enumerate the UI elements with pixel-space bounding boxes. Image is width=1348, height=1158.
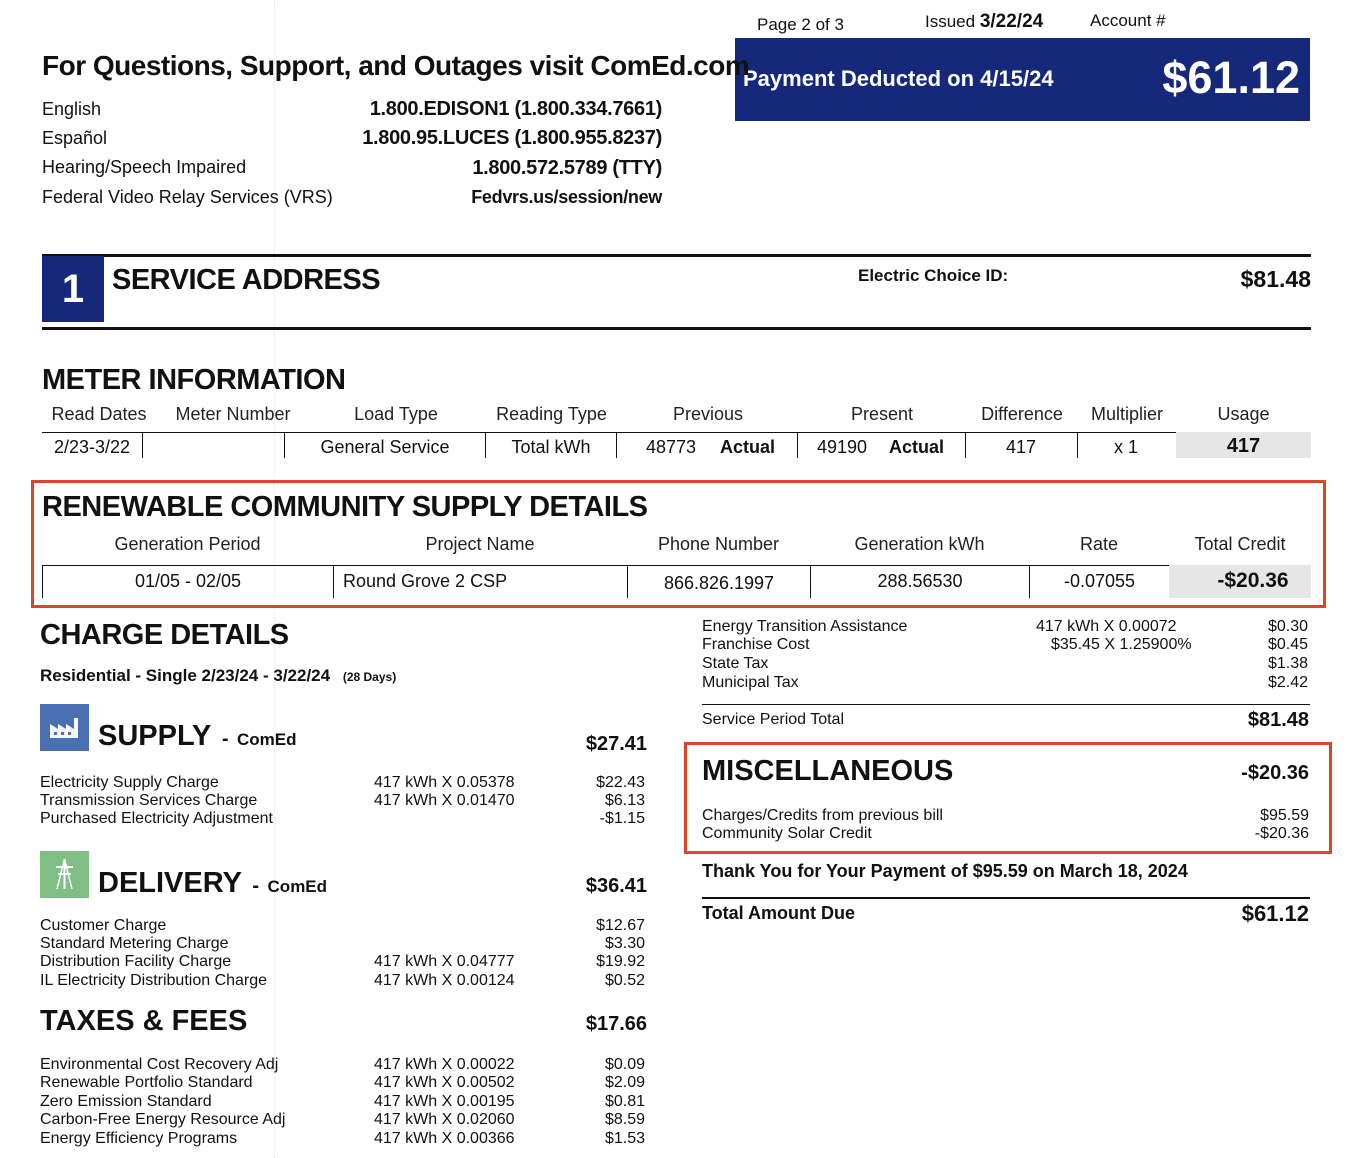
meter-header-difference: Difference [981, 404, 1063, 424]
service-period-total: $81.48 [1247, 709, 1309, 731]
delivery-dash: - [252, 875, 260, 897]
total-due-rule [702, 897, 1310, 899]
tax-item-amount: $0.81 [604, 1093, 645, 1110]
meter-header-usage: Usage [1217, 404, 1270, 424]
delivery-provider: ComEd [267, 877, 328, 896]
tax-item-name: Zero Emission Standard [40, 1093, 212, 1110]
renewable-header-kwh: Generation kWh [854, 534, 985, 554]
tax-item-calc: 417 kWh X 0.02060 [374, 1111, 515, 1128]
right-item-amount: $0.45 [1267, 636, 1308, 653]
delivery-item-name: IL Electricity Distribution Charge [40, 972, 268, 989]
issued-info [925, 11, 1043, 33]
contact-phone-tty[interactable]: 1.800.572.5789 (TTY) [472, 157, 662, 179]
meter-multiplier: x 1 [1113, 437, 1138, 457]
meter-present: 49190 [817, 437, 868, 457]
right-item-calc: $35.45 X 1.25900% [1051, 636, 1192, 653]
renewable-header-credit: Total Credit [1194, 534, 1286, 554]
delivery-title: DELIVERY [98, 867, 242, 899]
meter-header-load-type: Load Type [354, 404, 438, 424]
service-address-title: SERVICE ADDRESS [112, 264, 381, 296]
misc-title: MISCELLANEOUS [702, 755, 954, 787]
issued-date: 3/22/24 [979, 11, 1044, 32]
meter-col-sep [616, 432, 617, 458]
meter-present-type: Actual [889, 437, 945, 457]
delivery-item-name: Standard Metering Charge [40, 935, 229, 952]
renewable-project: Round Grove 2 CSP [343, 571, 508, 591]
right-item-amount: $2.42 [1267, 674, 1308, 691]
supply-dash: - [221, 728, 229, 750]
renewable-period: 01/05 - 02/05 [134, 571, 242, 591]
factory-icon [40, 704, 89, 751]
delivery-heading [98, 867, 327, 900]
contact-label-spanish: Español [42, 128, 108, 148]
meter-col-sep [142, 432, 143, 458]
meter-header-present: Present [850, 404, 914, 424]
tax-item-amount: $8.59 [604, 1111, 645, 1128]
supply-item-amount: $6.13 [604, 792, 645, 809]
misc-item-amount: $95.59 [1260, 807, 1309, 824]
supply-heading [98, 720, 296, 753]
payment-amount: $61.12 [1162, 52, 1300, 103]
right-item-name: Energy Transition Assistance [702, 618, 908, 635]
meter-difference: 417 [1005, 437, 1037, 457]
tax-item-amount: $2.09 [604, 1074, 645, 1091]
delivery-item-calc: 417 kWh X 0.04777 [374, 953, 515, 970]
renewable-header-project: Project Name [425, 534, 535, 554]
misc-total: -$20.36 [1241, 762, 1309, 784]
service-address-amount: $81.48 [1240, 266, 1311, 292]
supply-item-calc: 417 kWh X 0.01470 [374, 792, 515, 809]
meter-header-multiplier: Multiplier [1090, 404, 1164, 424]
section-number: 1 [42, 256, 104, 322]
contact-phone-english[interactable]: 1.800.EDISON1 (1.800.334.7661) [369, 98, 662, 120]
right-item-name: Franchise Cost [702, 636, 810, 653]
misc-item-name: Community Solar Credit [702, 825, 872, 842]
charge-details-subtitle [40, 666, 396, 686]
billing-days: (28 Days) [342, 670, 397, 684]
total-due-amount: $61.12 [1241, 901, 1309, 926]
supply-item-amount: $22.43 [596, 774, 645, 791]
misc-item-name: Charges/Credits from previous bill [702, 807, 943, 824]
meter-load-type: General Service [320, 437, 450, 457]
meter-col-sep [797, 432, 798, 458]
delivery-item-amount: $0.52 [604, 972, 645, 989]
tax-item-name: Carbon-Free Energy Resource Adj [40, 1111, 286, 1128]
electric-choice-id-label: Electric Choice ID: [858, 266, 1009, 285]
tax-item-name: Renewable Portfolio Standard [40, 1074, 253, 1091]
tax-item-amount: $1.53 [604, 1130, 645, 1147]
tax-item-calc: 417 kWh X 0.00022 [374, 1056, 515, 1073]
delivery-item-name: Customer Charge [40, 917, 167, 934]
supply-item-name: Transmission Services Charge [40, 792, 258, 809]
meter-table-rule [42, 432, 1176, 433]
taxes-title: TAXES & FEES [40, 1005, 248, 1037]
supply-item-calc: 417 kWh X 0.05378 [374, 774, 515, 791]
renewable-col-sep [333, 565, 334, 598]
renewable-phone[interactable]: 866.826.1997 [663, 573, 775, 593]
tax-item-calc: 417 kWh X 0.00195 [374, 1093, 515, 1110]
delivery-item-amount: $3.30 [604, 935, 645, 952]
delivery-item-name: Distribution Facility Charge [40, 953, 232, 970]
right-item-amount: $0.30 [1267, 618, 1308, 635]
meter-header-read-dates: Read Dates [51, 404, 147, 424]
contact-label-english: English [42, 99, 102, 119]
meter-previous-type: Actual [720, 437, 776, 457]
renewable-header-period: Generation Period [114, 534, 261, 554]
service-period-label: Service Period Total [702, 711, 844, 728]
contact-title: For Questions, Support, and Outages visit ComEd.com [42, 50, 750, 81]
delivery-item-amount: $19.92 [596, 953, 645, 970]
meter-usage: 417 [1226, 435, 1261, 457]
contact-label-vrs: Federal Video Relay Services (VRS) [42, 187, 333, 207]
tax-item-name: Environmental Cost Recovery Adj [40, 1056, 279, 1073]
payment-banner [735, 38, 1310, 121]
contact-vrs-link[interactable]: Fedvrs.us/session/new [471, 187, 662, 207]
tax-item-calc: 417 kWh X 0.00502 [374, 1074, 515, 1091]
tax-item-amount: $0.09 [604, 1056, 645, 1073]
supply-item-amount: -$1.15 [599, 810, 645, 827]
page-indicator: Page 2 of 3 [757, 15, 844, 34]
contact-phone-spanish[interactable]: 1.800.95.LUCES (1.800.955.8237) [362, 127, 662, 149]
right-item-name: State Tax [702, 655, 769, 672]
delivery-total: $36.41 [585, 875, 647, 897]
tax-item-name: Energy Efficiency Programs [40, 1130, 238, 1147]
meter-header-reading-type: Reading Type [496, 404, 607, 424]
misc-item-amount: -$20.36 [1254, 825, 1309, 842]
renewable-title: RENEWABLE COMMUNITY SUPPLY DETAILS [42, 491, 648, 523]
supply-title: SUPPLY [98, 720, 212, 752]
meter-read-dates: 2/23-3/22 [53, 437, 131, 457]
billing-period: Residential - Single 2/23/24 - 3/22/24 [40, 666, 331, 685]
meter-header-previous: Previous [672, 404, 744, 424]
service-address-top-rule [42, 254, 1311, 257]
right-item-amount: $1.38 [1267, 655, 1308, 672]
supply-item-name: Purchased Electricity Adjustment [40, 810, 273, 827]
meter-reading-type: Total kWh [511, 437, 591, 457]
renewable-kwh: 288.56530 [877, 571, 963, 591]
issued-label: Issued [925, 12, 976, 31]
supply-total: $27.41 [585, 733, 647, 755]
taxes-total: $17.66 [585, 1013, 647, 1035]
supply-provider: ComEd [236, 730, 297, 749]
delivery-item-amount: $12.67 [596, 917, 645, 934]
meter-info-title: METER INFORMATION [42, 364, 346, 396]
service-period-rule [702, 704, 1310, 705]
delivery-item-calc: 417 kWh X 0.00124 [374, 972, 515, 989]
right-item-name: Municipal Tax [702, 674, 799, 691]
meter-previous: 48773 [646, 437, 697, 457]
power-tower-icon [40, 851, 89, 898]
account-label: Account # [1090, 11, 1166, 30]
renewable-credit: -$20.36 [1217, 569, 1289, 592]
charge-details-title: CHARGE DETAILS [40, 619, 289, 651]
renewable-header-phone: Phone Number [657, 534, 780, 554]
payment-label: Payment Deducted on 4/15/24 [743, 66, 1054, 91]
meter-header-meter-number: Meter Number [175, 404, 291, 424]
total-due-label: Total Amount Due [702, 903, 855, 923]
supply-item-name: Electricity Supply Charge [40, 774, 219, 791]
thank-you-message: Thank You for Your Payment of $95.59 on March 18, 2024 [702, 861, 1188, 881]
renewable-header-rate: Rate [1079, 534, 1119, 554]
tax-item-calc: 417 kWh X 0.00366 [374, 1130, 515, 1147]
right-item-calc: 417 kWh X 0.00072 [1036, 618, 1177, 635]
service-address-bottom-rule [42, 327, 1311, 330]
contact-label-tty: Hearing/Speech Impaired [42, 157, 247, 177]
renewable-rate: -0.07055 [1063, 571, 1136, 591]
renewable-table-rule [42, 565, 1169, 566]
